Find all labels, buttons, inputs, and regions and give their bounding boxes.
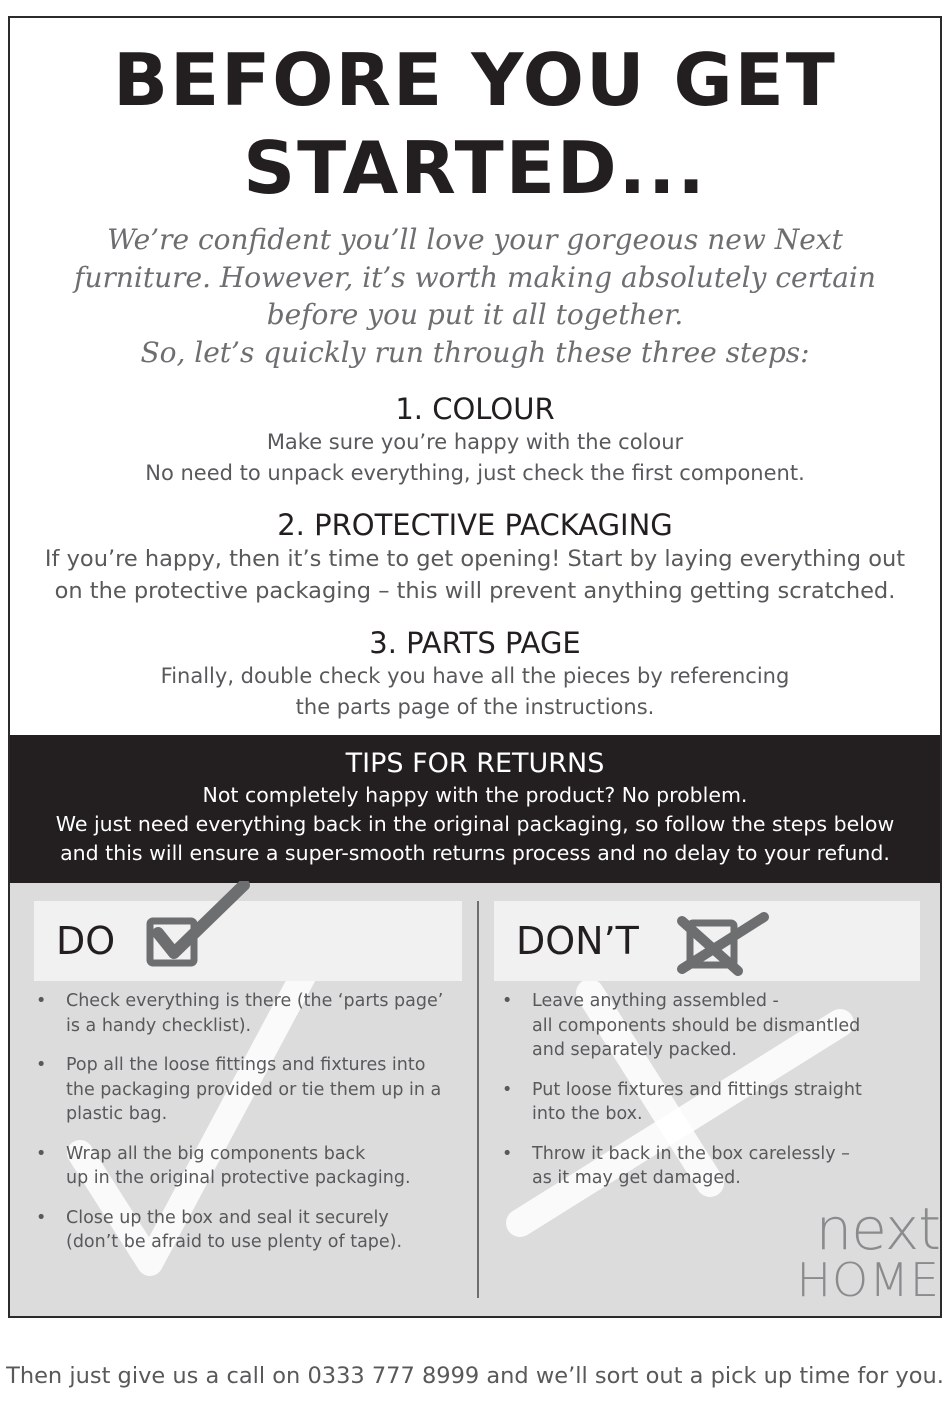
step-heading: 1. COLOUR xyxy=(395,392,555,426)
do-list xyxy=(34,989,462,1270)
tips-for-returns-banner xyxy=(10,735,940,883)
column-divider xyxy=(477,901,479,1298)
bullet-icon: • xyxy=(502,1143,513,1164)
page-title xyxy=(10,36,940,212)
bullet-icon: • xyxy=(36,1143,47,1164)
tips-line: Not completely happy with the product? No problem. xyxy=(202,783,748,807)
tips-line: and this will ensure a super-smooth returns process and no delay to your refund. xyxy=(60,841,890,865)
step-text-line: If you’re happy, then it’s time to get opening! Start by laying everything out xyxy=(44,546,906,572)
step-text xyxy=(10,543,940,607)
do-list-item xyxy=(34,1142,462,1191)
dont-list-item xyxy=(500,1142,910,1191)
dont-item-line: all components should be dismantled xyxy=(532,1015,861,1036)
tips-text xyxy=(10,781,940,868)
step-text-line: No need to unpack everything, just check the first component. xyxy=(145,460,805,485)
do-item-line: Pop all the loose fittings and fixtures into xyxy=(66,1055,426,1075)
dont-item-line: Leave anything assembled - xyxy=(532,991,779,1011)
step-colour xyxy=(10,391,940,488)
step-text xyxy=(10,661,940,722)
do-item-line: Check everything is there (the ‘parts page’ xyxy=(66,991,444,1011)
do-list-item xyxy=(34,1206,462,1255)
step-heading: 3. PARTS PAGE xyxy=(369,626,581,660)
dont-list-item xyxy=(500,989,910,1063)
step-text-line: on the protective packaging – this will prevent anything getting scratched. xyxy=(54,578,896,604)
do-label: DO xyxy=(56,919,116,963)
next-home-logo xyxy=(780,1195,940,1307)
dont-item-line: Throw it back in the box carelessly – xyxy=(532,1143,850,1164)
tips-heading: TIPS FOR RETURNS xyxy=(345,748,605,779)
do-item-line: (don’t be afraid to use plenty of tape). xyxy=(66,1232,403,1252)
logo-word-home: HOME xyxy=(796,1253,940,1307)
title-line-1: BEFORE YOU GET xyxy=(113,38,837,122)
step-heading: 2. PROTECTIVE PACKAGING xyxy=(277,508,673,542)
step-parts-page xyxy=(10,625,940,722)
bullet-icon: • xyxy=(36,1055,47,1075)
do-item-line: the packaging provided or tie them up in a xyxy=(66,1079,442,1100)
dont-label: DON’T xyxy=(516,919,639,963)
step-text-line: the parts page of the instructions. xyxy=(295,694,655,719)
dont-item-line: and separately packed. xyxy=(532,1040,737,1060)
title-line-2: STARTED... xyxy=(243,126,707,210)
dont-list xyxy=(500,989,910,1206)
do-dont-section xyxy=(10,883,940,1316)
intro-line-3: before you put it all together. xyxy=(266,298,684,331)
bullet-icon: • xyxy=(36,1207,47,1228)
tips-line: We just need everything back in the original packaging, so follow the steps below xyxy=(55,812,895,836)
intro-line-1: We’re confident you’ll love your gorgeous new Next xyxy=(107,223,843,256)
do-list-item xyxy=(34,1053,462,1127)
dont-item-line: Put loose fixtures and fittings straight xyxy=(532,1079,862,1100)
intro-text xyxy=(30,221,920,371)
do-header xyxy=(34,901,462,981)
do-list-item xyxy=(34,989,462,1038)
dont-header xyxy=(494,901,920,981)
step-protective-packaging xyxy=(10,507,940,607)
page-frame xyxy=(8,16,942,1318)
step-text-line: Make sure you’re happy with the colour xyxy=(266,430,684,454)
checkbox-tick-icon xyxy=(134,881,264,981)
bullet-icon: • xyxy=(502,991,513,1011)
do-item-line: up in the original protective packaging. xyxy=(66,1168,411,1188)
step-text-line: Finally, double check you have all the pieces by referencing xyxy=(160,664,790,688)
intro-line-4: So, let’s quickly run through these three steps: xyxy=(140,335,810,369)
checkbox-cross-icon xyxy=(676,903,776,983)
step-text xyxy=(10,427,940,488)
do-item-line: Close up the box and seal it securely xyxy=(66,1207,389,1228)
do-item-line: is a handy checklist). xyxy=(66,1015,252,1036)
dont-list-item xyxy=(500,1078,910,1127)
dont-item-line: as it may get damaged. xyxy=(532,1168,741,1188)
do-item-line: Wrap all the big components back xyxy=(66,1143,366,1164)
intro-line-2: furniture. However, it’s worth making absolutely certain xyxy=(74,260,876,294)
dont-item-line: into the box. xyxy=(532,1104,643,1124)
bullet-icon: • xyxy=(502,1079,513,1100)
footer-call-text: Then just give us a call on 0333 777 8999 and we’ll sort out a pick up time for you. xyxy=(6,1363,944,1389)
do-item-line: plastic bag. xyxy=(66,1104,168,1124)
logo-word-next: next xyxy=(815,1195,940,1263)
bullet-icon: • xyxy=(36,991,47,1011)
